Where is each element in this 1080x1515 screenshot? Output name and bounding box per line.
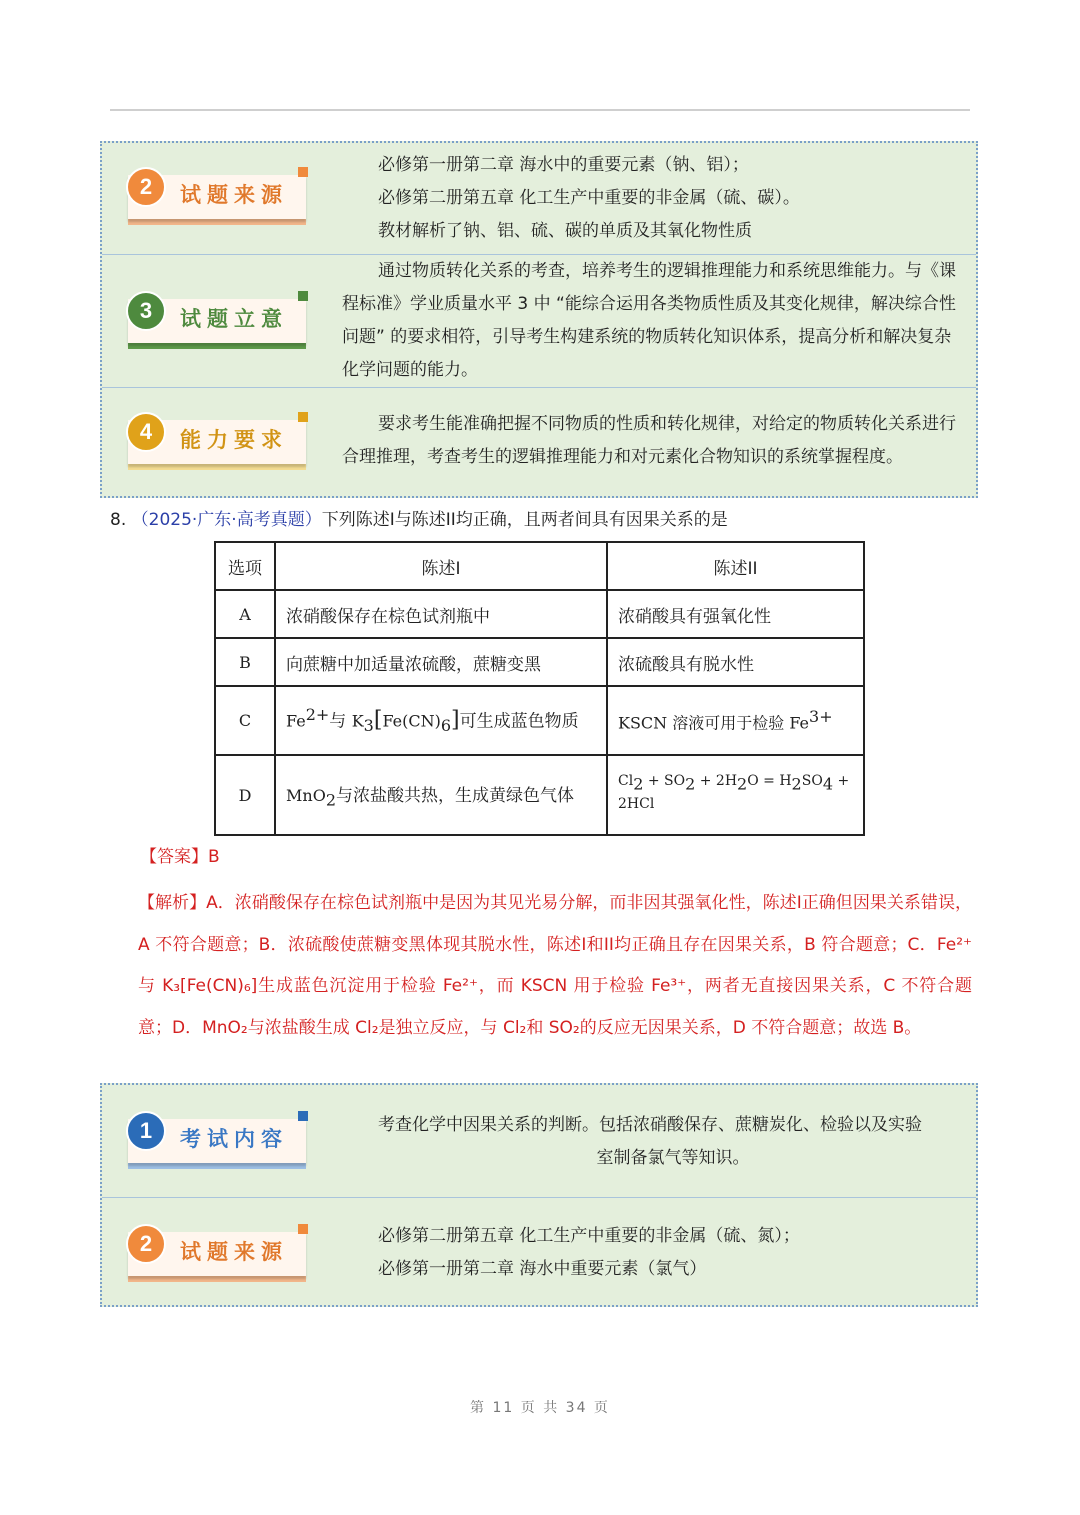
statement-1-cell: MnO$_2$与浓盐酸共热，生成黄绿色气体 [275, 755, 607, 835]
table-row [215, 686, 864, 755]
statement-2-cell: KSCN 溶液可用于检验 $Fe^{3+}$ [607, 686, 864, 755]
row-ability-requirement [102, 387, 976, 497]
content-text [378, 1109, 968, 1175]
badge-number: 4 [126, 412, 166, 452]
option-cell: D [215, 755, 275, 835]
option-cell: C [215, 686, 275, 755]
option-cell: A [215, 590, 275, 638]
analysis-box-1 [100, 141, 978, 498]
question-number: 8. [110, 510, 127, 530]
text-line: 教材解析了钠、铝、硫、碳的单质及其氧化物性质 [378, 221, 752, 241]
text-line: 必修第二册第五章 化工生产中重要的非金属（硫、碳）。 [378, 188, 800, 208]
statement-1-cell: 向蔗糖中加适量浓硫酸，蔗糖变黑 [275, 638, 607, 686]
statement-1-cell: 浓硝酸保存在棕色试剂瓶中 [275, 590, 607, 638]
text-line: 室制备氯气等知识。 [596, 1148, 750, 1168]
option-cell: B [215, 638, 275, 686]
badge-question-source [128, 1228, 308, 1286]
source-text [378, 149, 966, 248]
ability-text [342, 408, 966, 474]
options-table [214, 541, 865, 836]
text-line: 必修第二册第五章 化工生产中重要的非金属（硫、氮）； [378, 1226, 800, 1246]
badge-number: 1 [126, 1111, 166, 1151]
badge-label: 能力要求 [180, 427, 288, 452]
statement-2-cell: 浓硝酸具有强氧化性 [607, 590, 864, 638]
statement-2-cell: $Cl_2 + SO_2 + 2H_2O = H_2SO_4 + 2HCl$ [607, 755, 864, 835]
header-cell: 陈述I [275, 542, 607, 590]
page-footer: 第 11 页 共 34 页 [470, 1400, 610, 1416]
row-question-source-2 [102, 1197, 976, 1306]
badge-question-intent [128, 295, 308, 353]
badge-label: 考试内容 [180, 1126, 288, 1151]
question-text: 下列陈述I与陈述II均正确，且两者间具有因果关系的是 [321, 510, 728, 530]
badge-number: 2 [126, 1224, 166, 1264]
badge-exam-content [128, 1115, 308, 1173]
source-text [378, 1220, 966, 1286]
table-row [215, 590, 864, 638]
badge-label: 试题来源 [180, 1239, 288, 1264]
text-paragraph: 要求考生能准确把握不同物质的性质和转化规律，对给定的物质转化关系进行合理推理，考查考生的逻辑推理能力和对元素化合物知识的系统掌握程度。 [342, 414, 956, 467]
header-rule [110, 109, 970, 111]
intent-text [342, 255, 966, 387]
analysis-box-2 [100, 1083, 978, 1307]
table-header-row [215, 542, 864, 590]
answer: 【答案】B [140, 847, 220, 867]
badge-label: 试题立意 [180, 306, 288, 331]
question-stem [110, 507, 728, 533]
badge-number: 2 [126, 167, 166, 207]
badge-number: 3 [126, 291, 166, 331]
badge-ability-requirement [128, 416, 308, 474]
row-question-source [102, 143, 976, 254]
header-cell: 选项 [215, 542, 275, 590]
text-line: 考查化学中因果关系的判断。包括浓硝酸保存、蔗糖炭化、检验以及实验 [378, 1115, 922, 1135]
header-cell: 陈述II [607, 542, 864, 590]
text-paragraph: 通过物质转化关系的考查，培养考生的逻辑推理能力和系统思维能力。与《课程标准》学业质量水平 3 中 “能综合运用各类物质性质及其变化规律，解决综合性问题” 的要求相符，引导考生构建系统的物质转化知识体系，提高分析和解决复杂化学问题的能力。 [342, 261, 956, 380]
question-source: （2025·广东·高考真题） [131, 510, 322, 530]
badge-question-source [128, 171, 308, 229]
text-line: 必修第一册第二章 海水中重要元素（氯气） [378, 1259, 707, 1279]
text-line: 必修第一册第二章 海水中的重要元素（钠、铝）； [378, 155, 749, 175]
table-row [215, 755, 864, 835]
statement-2-cell: 浓硫酸具有脱水性 [607, 638, 864, 686]
row-question-intent [102, 254, 976, 388]
badge-label: 试题来源 [180, 182, 288, 207]
row-exam-content [102, 1085, 976, 1197]
analysis: 【解析】A．浓硝酸保存在棕色试剂瓶中是因为其见光易分解，而非因其强氧化性，陈述I正确但因果关系错误，A 不符合题意；B．浓硫酸使蔗糖变黑体现其脱水性，陈述I和II均正确且存在因果关系，B 符合题意；C．Fe²⁺与 K₃[Fe(CN)₆]生成蓝色沉淀用于检验 Fe²⁺，而 KSCN 用于检验 Fe³⁺，两者无直接因果关系，C 不符合题意；D．MnO₂与浓盐酸生成 Cl₂是独立反应，与 Cl₂和 SO₂的反应无因果关系，D 不符合题意；故选 B。 [138, 893, 972, 1038]
table-row [215, 638, 864, 686]
statement-1-cell: $Fe^{2+}$与 $K_3[Fe(CN)_6]$可生成蓝色物质 [275, 686, 607, 755]
